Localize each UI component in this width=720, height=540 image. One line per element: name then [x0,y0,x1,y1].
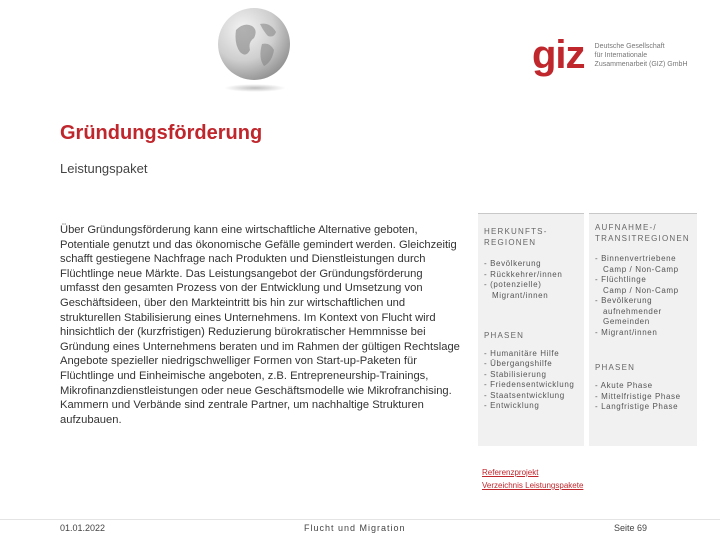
logo-text [595,42,695,69]
box-heading-line: TRANSITREGIONEN [595,234,690,243]
host-list [595,254,691,338]
logo-line: Zusammenarbeit (GIZ) GmbH [594,61,688,68]
list-item: - Staatsentwicklung [484,391,578,402]
giz-logo [532,33,695,77]
list-item: - Friedensentwicklung [484,380,578,391]
globe-continents [218,8,290,80]
box-heading-line: REGIONEN [484,238,537,247]
phases-heading: PHASEN [595,363,636,372]
logo-mark: giz [532,33,585,77]
list-item-label: Bevölkerung [601,296,653,305]
box-heading [595,222,691,244]
globe-icon [218,8,290,80]
list-item-detail: Camp / Non-Camp [603,285,679,295]
link-referenzprojekt[interactable]: Referenzprojekt [482,468,539,477]
footer-date: 01.01.2022 [60,523,106,533]
list-item: - Übergangshilfe [484,359,578,370]
list-item: - Bevölkerung [484,259,578,270]
list-item-continuation: Migrant/innen [492,290,549,300]
list-item-detail: Camp / Non-Camp [603,264,679,274]
list-item: - Rückkehrer/innen [484,270,578,281]
list-item: - Akute Phase [595,381,691,392]
link-verzeichnis-leistungspakete[interactable]: Verzeichnis Leistungspakete [482,481,584,490]
page-title: Gründungsförderung [60,122,263,144]
origin-regions-box [478,213,584,446]
host-regions-box [589,213,697,446]
logo-line: Deutsche Gesellschaft [594,43,665,50]
list-item: - Migrant/innen [595,328,691,339]
list-item-detail: Gemeinden [603,317,650,326]
list-item [595,254,691,275]
box-heading [484,226,578,248]
footer-title: Flucht und Migration [304,523,406,533]
list-item-label: Flüchtlinge [601,275,647,284]
list-item: - (potenzielle) [484,280,578,291]
list-item: - Langfristige Phase [595,402,691,413]
body-text: Über Gründungsförderung kann eine wirtschaftliche Alternative geboten, Potentiale genutzt und das ökonomische Gefälle gemindert werden. Gleichzeitig schafft gestiegene Nachfrage nach Produkten und Dienstleistungen durch Flüchtlinge neue Märkte. Das Leistungsangebot der Gründungsförderung umfasst den gesamten Prozess von der Entwicklung und Umsetzung von Geschäftsideen, über den Markteintritt bis hin zur wirtschaftlichen und strukturellen Stabilisierung eines Unternehmens. Im Kontext von Flucht wird hinsichtlich der (kurzfristigen) Reduzierung bürokratischer Hemmnisse bei Gründung eines Unternehmens beraten und im Rahmen der gültigen Rechtslage Angebote spezieller niedrigschwelliger Formen von Start-up-Paketen für Flüchtlinge und Einheimische angeboten, z.B. Entrepreneurship-Trainings, Mikrofinanzdienstleistungen oder neue Geschäftsmodelle wie Mikrofranchising. Kammern und Verbände sind zentrale Partner, um nachhaltige Strukturen aufzubauen. [60,224,460,426]
logo-line: für Internationale [594,52,648,59]
phases-heading: PHASEN [484,330,525,340]
list-item [595,296,691,328]
list-item-label: Binnenvertriebene [601,254,677,263]
list-item: - Humanitäre Hilfe [484,349,578,360]
links [482,466,583,492]
globe-shadow [224,84,286,92]
list-item: - Entwicklung [484,401,578,412]
phases-list [484,349,578,412]
list-item: - Stabilisierung [484,370,578,381]
box-heading-line: AUFNAHME-/ [595,223,657,232]
footer-divider [0,519,720,520]
box-heading-line: HERKUNFTS- [484,227,548,236]
list-item [595,275,691,296]
footer-page-number: Seite 69 [614,523,648,533]
list-item-detail: aufnehmender [603,306,662,316]
page-subtitle: Leistungspaket [60,161,148,176]
list-item: - Mittelfristige Phase [595,392,691,403]
origin-list [484,259,578,291]
phases-list [595,381,691,413]
